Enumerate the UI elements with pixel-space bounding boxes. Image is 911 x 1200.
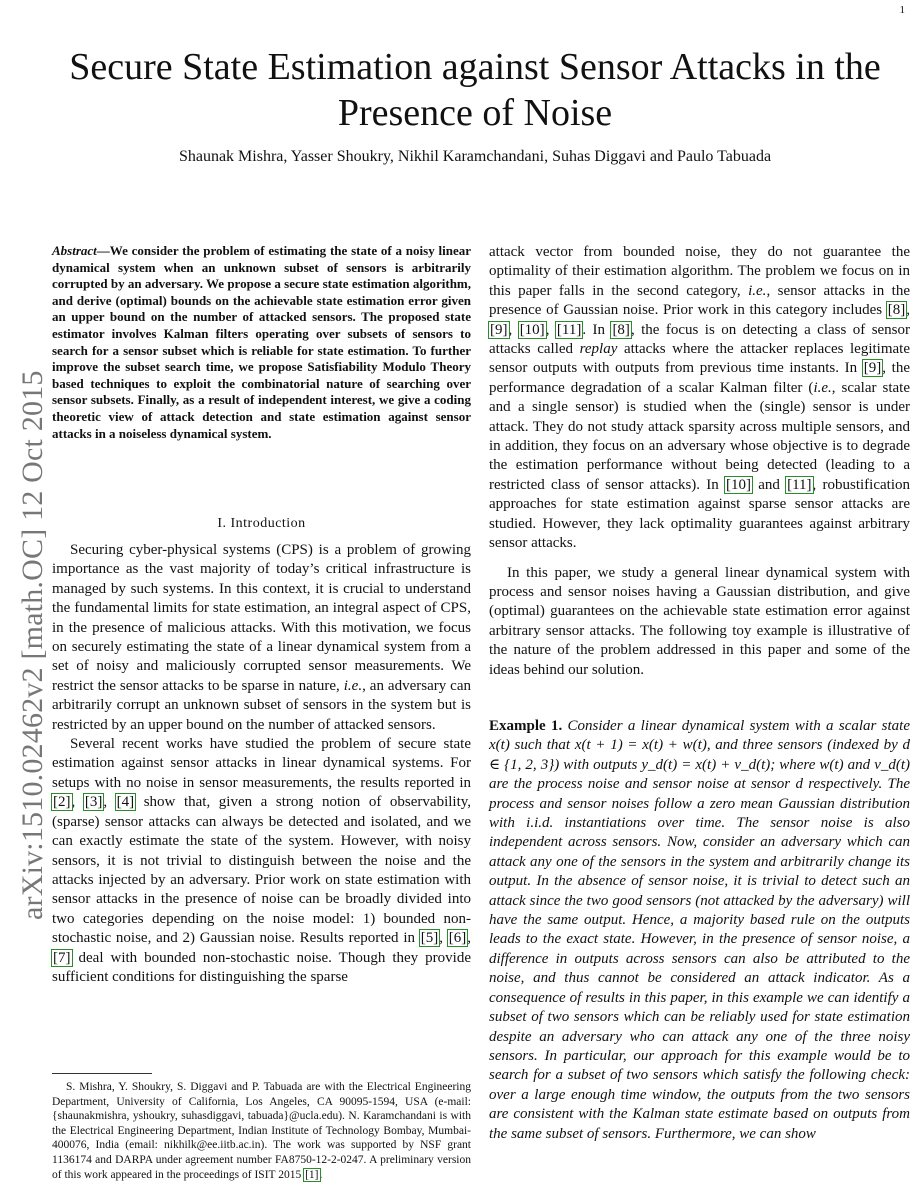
body-text: , the focus is on detecting a class of sensor attacks called: [489, 321, 911, 358]
citation-link[interactable]: [8]: [887, 302, 906, 319]
abstract-text: —We consider the problem of estimating the state of a noisy linear dynamical system when an unknown subset of sensors is arbitrarily corrupted by an adversary. We propose a secure state estimation algorithm, and derive (optimal) bounds on the achievable state estimation error given an upper bound on the number of attacked sensors. The proposed state estimator involves Kalman filters operating over subsets of sensors to search for a sensor subset which is reliable for state estimation. To further improve the subset search time, we propose Satisfiability Modulo Theory based techniques to exploit the combinatorial nature of searching over sensor subsets. Finally, as a result of independent interest, we give a coding theoretic view of attack detection and state estimation against sensor attacks in a noiseless dynamical system.: [52, 243, 471, 441]
example-1: [489, 717, 910, 1144]
footnote-text: .: [319, 1168, 323, 1181]
intro-text: show that, given a strong notion of observability, (sparse) sensor attacks can always be detected and isolated, and we can exactly estimate the state of the system. However, with noisy sensors, it is not trivial to distinguish between the noise and the attacks injected by an adversary. Prior work on state estimation with sensor attacks in the presence of noise can be broadly divided into two categories depending on the noise model: 1) bounded non-stochastic noise, and 2) Gaussian noise. Results reported in: [52, 794, 472, 947]
body-text-italic: i.e.: [748, 282, 767, 299]
citation-link[interactable]: [10]: [519, 321, 545, 338]
body-text: attacks where the attacker replaces legitimate sensor outputs with outputs from previous time instants. In: [489, 341, 910, 377]
math-expression: d ∈ {1, 2, 3}: [489, 737, 910, 773]
example-text: , and three sensors (indexed by: [706, 737, 903, 754]
body-text: . In: [582, 321, 612, 338]
citation-link[interactable]: [10]: [726, 476, 751, 493]
intro-paragraph-2: Several recent works have studied the problem of secure state estimation against sensor attacks in linear dynamical systems. For setups with no noise in sensor measurements, the results reported in [2], [3], [4] show that, given a strong notion of observability, (sparse) sensor attacks can always be detected and isolated, and we can exactly estimate the state of the system. However, with noisy sensors, it is not trivial to distinguish between the noise and the attacks injected by an adversary. Prior work on state estimation with sensor attacks in the presence of noise can be broadly divided into two categories depending on the noise model: 1) bounded non-stochastic noise, and 2) Gaussian noise. Results reported in [5], [6], [7] deal with bounded non-stochastic noise. Though they provide sufficient conditions for distinguishing the sparse: [52, 736, 472, 985]
body-text-italic: i.e.: [813, 379, 832, 396]
example-text: ) with outputs: [554, 756, 642, 773]
example-text: Consider a linear dynamical system with a scalar state: [567, 718, 910, 734]
intro-text: Several recent works have studied the problem of secure state estimation against sensor attacks in linear dynamical systems. For setups with no noise in sensor measurements, the results reported in: [52, 736, 471, 791]
paper-title: Secure State Estimation against Sensor Attacks in the Presence of Noise: [69, 46, 881, 134]
author-footnote: [52, 1080, 471, 1182]
body-text: attack vector from bounded noise, they do not guarantee the optimality of their estimation algorithm. The problem we focus on in this paper falls in the second category,: [489, 244, 910, 299]
page-number: 1: [899, 4, 905, 16]
citation-link[interactable]: [2]: [53, 794, 71, 811]
example-text: ; where: [770, 756, 820, 773]
example-text: are the process noise and sensor noise at sensor: [489, 776, 796, 793]
introduction-body: [52, 541, 471, 987]
citation-link[interactable]: [11]: [787, 476, 812, 493]
right-column-body: [489, 243, 910, 680]
abstract: [52, 243, 471, 442]
citation-link[interactable]: [9]: [863, 360, 882, 377]
intro-text-italic: i.e.: [343, 677, 363, 694]
intro-text: Securing cyber-physical systems (CPS) is a problem of growing importance as the vast majority of today’s critical infrastructure is managed by such systems. In this context, it is crucial to understand the fundamental limits for state estimation, an integral aspect of CPS, in the presence of malicious attacks. With this motivation, we focus on securely estimating the state of a linear dynamical system from a set of noisy and maliciously corrupted sensor measurements. We restrict the sensor attacks to be sparse in nature,: [52, 542, 471, 694]
citation-link[interactable]: [4]: [116, 794, 135, 811]
citation-link[interactable]: [6]: [448, 930, 467, 947]
citation-link[interactable]: [3]: [84, 794, 103, 811]
body-text: , the performance degradation of a scalar Kalman filter (: [489, 360, 910, 396]
example-text: such that: [509, 737, 575, 754]
math-expression: w(t): [819, 756, 844, 773]
right-paragraph-1: attack vector from bounded noise, they do not guarantee the optimality of their estimation algorithm. The problem we focus on in this paper falls in the second category, i.e., sensor attacks in the presence of Gaussian noise. Prior work in this category includes [8], [9], [10], [11]. In [8], the focus is on detecting a class of sensor attacks called replay attacks where the attacker replaces legitimate sensor outputs with outputs from previous time instants. In [9], the performance degradation of a scalar Kalman filter (i.e., scalar state and a single sensor) is studied when the (single) sensor is under attack. They do not study attack sparsity across multiple sensors, and in addition, they focus on an adversary whose objective is to degrade the estimation performance without being detected (leading to a restricted class of sensor attacks). In [10] and [11], robustification approaches for state estimation against sparse sensor attacks are studied. However, they lack optimality guarantees against arbitrary sensor attacks.: [489, 244, 911, 552]
footnote-text: S. Mishra, Y. Shoukry, S. Diggavi and P. Tabuada are with the Electrical Engineering Department, University of California, Los Angeles, CA 90095-1594, USA (e-mail: {shaunakmishra, yshoukry, suhasdiggavi, tabuada}@ucla.edu). N. Karamchandani is with the Electrical Engineering Department, Indian Institute of Technology Bombay, Mumbai-400076, India (email: nikhilk@ee.iitb.ac.in). The work was supported by NSF grant 1136174 and DARPA under agreement number FA8750-12-2-0247. A preliminary version of this work appeared in the proceedings of ISIT 2015: [52, 1081, 471, 1181]
intro-text: , an adversary can arbitrarily corrupt an unknown subset of sensors in the system but is restricted by an upper bound on the number of attacked sensors.: [52, 677, 471, 733]
citation-link[interactable]: [1]: [305, 1168, 319, 1181]
example-text: and: [843, 756, 875, 773]
citation-link[interactable]: [8]: [612, 321, 630, 338]
example-label: Example 1.: [489, 718, 563, 734]
intro-text: deal with bounded non-stochastic noise. Though they provide sufficient conditions for distinguishing the sparse: [52, 949, 471, 985]
body-text: , robustification approaches for state estimation against sparse sensor attacks are studied. However, they lack optimality guarantees against arbitrary sensor attacks.: [489, 476, 910, 552]
section-heading-introduction: I. Introduction: [217, 516, 306, 531]
citation-link[interactable]: [11]: [556, 321, 582, 338]
body-text: , scalar state and a single sensor) is studied when the (single) sensor is under attack. They do not study attack sparsity across multiple sensors, and in addition, they focus on an adversary whose objective is to degrade the estimation performance without being detected (leading to a restricted class of sensor attacks). In: [489, 379, 911, 493]
math-expression: d: [795, 776, 803, 793]
citation-link[interactable]: [9]: [490, 321, 508, 338]
body-text-italic: replay: [579, 341, 618, 358]
citation-link[interactable]: [7]: [53, 949, 71, 966]
arxiv-identifier-stamp: arXiv:1510.02462v2 [math.OC] 12 Oct 2015: [16, 370, 49, 920]
math-expression: y_d(t) = x(t) + v_d(t): [641, 756, 771, 773]
math-expression: v_d(t): [874, 756, 911, 773]
right-paragraph-2: In this paper, we study a general linear dynamical system with process and sensor noises having a Gaussian distribution, and give (optimal) guarantees on the achievable state estimation error against arbitrary sensor attacks. The following toy example is illustrative of the nature of the problem addressed in this paper and some of the ideas behind our solution.: [489, 564, 910, 678]
abstract-label: Abstract: [52, 243, 97, 258]
citation-link[interactable]: [5]: [420, 930, 439, 947]
math-expression: x(t + 1) = x(t) + w(t): [574, 737, 707, 754]
body-text: , sensor attacks in the presence of Gaussian noise. Prior work in this category includes: [489, 282, 910, 319]
footnote-divider: [52, 1073, 152, 1074]
math-expression: x(t): [489, 737, 510, 754]
example-text: respectively. The process and sensor noises follow a zero mean Gaussian distribution with i.i.d. instantiations over time. The sensor noise is also independent across sensors. Now, consider an adversary which can attack any one of the sensors in the system and arbitrarily change its output. In the absence of sensor noise, it is trivial to detect such an attack since the two good sensors (not attacked by the adversary) will have the same output. Hence, a majority based rule on the outputs leads to the exact state. However, in the presence of sensor noise, a difference in outputs across sensors can also be attributed to the noise, and thus cannot be considered an attack indicator. As a consequence of results in this paper, in this example we can identify a subset of two sensors which can be reliably used for state estimation despite an adversary who can attack any one of the three noisy sensors. In particular, our approach for this example would be to search for a subset of two sensors which satisfy the following check: over a large enough time window, the outputs from the two sensors are consistent with the Kalman state estimate based on outputs from the same subset of sensors. Furthermore, we can show: [489, 776, 910, 1142]
author-list: Shaunak Mishra, Yasser Shoukry, Nikhil Karamchandani, Suhas Diggavi and Paulo Tabuada: [178, 148, 772, 165]
intro-paragraph-1: [52, 541, 471, 735]
body-text: and: [752, 476, 787, 493]
